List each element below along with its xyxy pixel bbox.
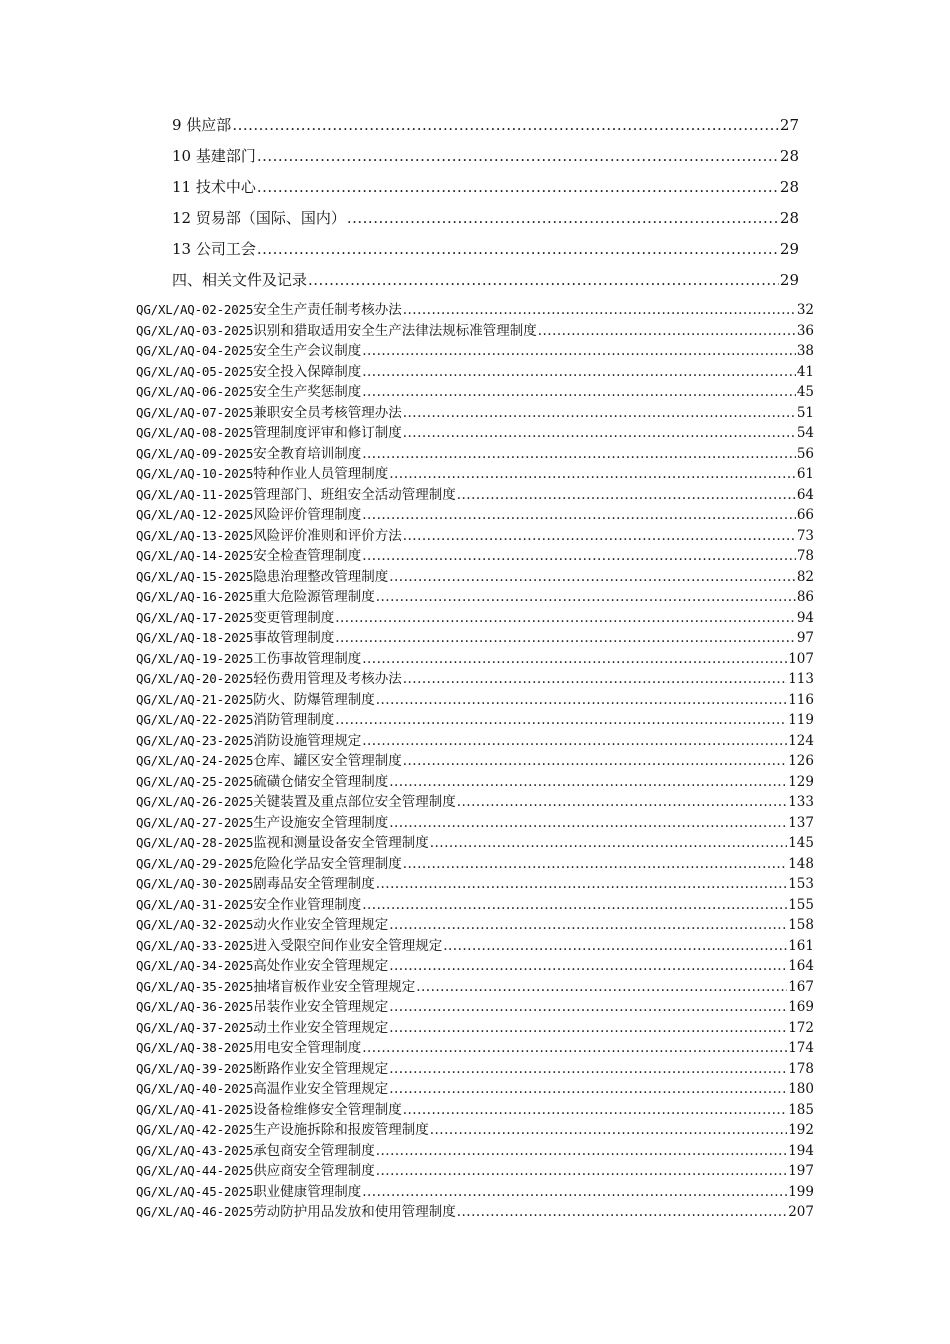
toc-entry[interactable] — [136, 464, 814, 485]
toc-dot-leader — [389, 813, 787, 834]
toc-entry[interactable] — [136, 608, 814, 629]
toc-entry[interactable] — [136, 300, 814, 321]
toc-entry-title: 生产设施安全管理制度 — [253, 814, 389, 831]
toc-dot-leader — [257, 141, 779, 172]
toc-entry[interactable] — [136, 1038, 814, 1059]
toc-entry[interactable] — [136, 362, 814, 383]
toc-entry-code: QG/XL/AQ-32-2025 — [136, 917, 254, 932]
toc-dot-leader — [362, 505, 796, 526]
toc-entry-page-number: 86 — [796, 589, 814, 605]
toc-entry-page-number: 29 — [779, 271, 799, 289]
toc-entry-page-number: 38 — [796, 343, 814, 359]
toc-entry-page-number: 66 — [796, 507, 814, 523]
toc-entry-code: QG/XL/AQ-45-2025 — [136, 1183, 254, 1199]
toc-entry-code: QG/XL/AQ-27-2025 — [136, 814, 254, 830]
toc-dot-leader — [376, 1161, 788, 1182]
toc-entry-page-number: 28 — [779, 178, 799, 196]
toc-entry-title: 安全投入保障制度 — [253, 363, 362, 380]
toc-entry-title: 职业健康管理制度 — [253, 1183, 362, 1200]
toc-entry-page-number: 178 — [788, 1060, 814, 1077]
toc-entry-code: QG/XL/AQ-44-2025 — [136, 1163, 254, 1178]
toc-entry[interactable] — [136, 1018, 814, 1039]
toc-entry-title: 仓库、罐区安全管理制度 — [253, 753, 402, 769]
toc-entry-title: 消防设施管理规定 — [253, 732, 362, 749]
toc-entry[interactable] — [172, 234, 799, 265]
toc-entry-code: QG/XL/AQ-12-2025 — [136, 507, 254, 522]
toc-entry-code: QG/XL/AQ-22-2025 — [136, 712, 254, 727]
toc-dot-leader — [430, 1120, 788, 1141]
toc-entry-code: QG/XL/AQ-05-2025 — [136, 363, 254, 379]
toc-dot-leader — [457, 1202, 788, 1223]
toc-entry[interactable] — [136, 956, 814, 977]
toc-entry-code: QG/XL/AQ-41-2025 — [136, 1101, 254, 1117]
toc-dot-leader — [403, 669, 788, 690]
toc-entry[interactable] — [136, 710, 814, 731]
toc-entry-page-number: 153 — [788, 876, 814, 892]
toc-dot-leader — [416, 977, 787, 998]
toc-entry-page-number: 126 — [788, 753, 814, 769]
toc-entry-title: 9 供应部 — [172, 116, 232, 134]
toc-entry-title: 吊装作业安全管理规定 — [253, 999, 389, 1015]
toc-entry[interactable] — [136, 1079, 814, 1100]
toc-entry-title: 供应商安全管理制度 — [253, 1163, 375, 1179]
toc-dot-leader — [403, 1100, 788, 1121]
toc-entry[interactable] — [136, 1100, 814, 1121]
toc-entry-title: 承包商安全管理制度 — [253, 1142, 375, 1159]
toc-entry-title: 管理部门、班组安全活动管理制度 — [253, 486, 456, 503]
toc-dot-leader — [389, 464, 796, 485]
toc-entry-title: 特种作业人员管理制度 — [253, 466, 389, 482]
toc-entry-page-number: 97 — [796, 630, 814, 646]
toc-entry-title: 重大危险源管理制度 — [253, 589, 375, 605]
toc-entry-title: 剧毒品安全管理制度 — [253, 876, 375, 892]
toc-entry-title: 用电安全管理制度 — [253, 1040, 362, 1056]
toc-entry-title: 工伤事故管理制度 — [253, 650, 362, 667]
toc-dot-leader — [376, 690, 788, 711]
toc-entry[interactable] — [136, 731, 814, 752]
toc-entry-page-number: 27 — [779, 116, 799, 134]
toc-entry-code: QG/XL/AQ-08-2025 — [136, 425, 254, 440]
toc-entry-page-number: 194 — [788, 1142, 814, 1159]
toc-dot-leader — [362, 895, 787, 916]
toc-entry-page-number: 107 — [788, 650, 814, 667]
toc-dot-leader — [457, 485, 796, 506]
toc-entry[interactable] — [136, 403, 814, 424]
toc-entry-code: QG/XL/AQ-02-2025 — [136, 302, 254, 317]
toc-entry-title: 进入受限空间作业安全管理规定 — [253, 937, 443, 954]
toc-entry-code: QG/XL/AQ-40-2025 — [136, 1081, 254, 1096]
toc-entry-title: 安全生产会议制度 — [253, 343, 362, 359]
toc-entry-page-number: 32 — [796, 302, 814, 318]
toc-entry-page-number: 94 — [796, 609, 814, 626]
toc-entry[interactable] — [136, 341, 814, 362]
toc-entry[interactable] — [136, 649, 814, 670]
toc-entry-code: QG/XL/AQ-37-2025 — [136, 1019, 254, 1035]
toc-entry-page-number: 51 — [796, 404, 814, 421]
toc-entry-code: QG/XL/AQ-07-2025 — [136, 404, 254, 420]
toc-entry-title: 抽堵盲板作业安全管理规定 — [253, 978, 416, 995]
toc-dot-leader — [362, 731, 787, 752]
toc-entry-code: QG/XL/AQ-38-2025 — [136, 1040, 254, 1055]
toc-dot-leader — [257, 234, 779, 265]
toc-dot-leader — [362, 444, 796, 465]
toc-entry-code: QG/XL/AQ-19-2025 — [136, 650, 254, 666]
toc-entry-code: QG/XL/AQ-34-2025 — [136, 958, 254, 973]
toc-entry-page-number: 148 — [788, 855, 814, 872]
toc-dot-leader — [389, 956, 787, 977]
toc-entry[interactable] — [136, 1182, 814, 1203]
toc-entry-title: 风险评价管理制度 — [253, 507, 362, 523]
toc-entry-page-number: 36 — [796, 322, 814, 339]
toc-entry-page-number: 207 — [788, 1204, 814, 1220]
toc-entry-title: 安全生产责任制考核办法 — [253, 302, 402, 318]
toc-entry-code: QG/XL/AQ-31-2025 — [136, 896, 254, 912]
toc-entry-code: QG/XL/AQ-29-2025 — [136, 855, 254, 871]
toc-entry-code: QG/XL/AQ-43-2025 — [136, 1142, 254, 1158]
toc-entry[interactable] — [136, 977, 814, 998]
toc-entry-code: QG/XL/AQ-09-2025 — [136, 445, 254, 461]
toc-entry[interactable] — [136, 833, 814, 854]
toc-entry-title: 硫磺仓储安全管理制度 — [253, 773, 389, 790]
toc-entry[interactable] — [136, 915, 814, 936]
toc-entry-title: 断路作业安全管理规定 — [253, 1060, 389, 1077]
toc-dot-leader — [403, 526, 796, 547]
toc-dot-leader — [403, 423, 796, 444]
toc-dot-leader — [389, 1059, 787, 1080]
toc-entry-title: 消防管理制度 — [253, 712, 335, 728]
toc-entry-page-number: 133 — [788, 794, 814, 810]
toc-entry-code: QG/XL/AQ-46-2025 — [136, 1204, 254, 1219]
toc-entry-title: 识别和猎取适用安全生产法律法规标准管理制度 — [253, 322, 537, 339]
toc-entry[interactable] — [136, 1120, 814, 1141]
toc-entry-code: QG/XL/AQ-39-2025 — [136, 1060, 254, 1076]
toc-entry[interactable] — [136, 1202, 814, 1223]
toc-dot-leader — [335, 710, 787, 731]
toc-dot-leader — [257, 172, 779, 203]
toc-entry-title: 轻伤费用管理及考核办法 — [253, 671, 402, 687]
toc-entry[interactable] — [136, 321, 814, 342]
toc-entry-title: 变更管理制度 — [253, 609, 335, 626]
toc-entry-page-number: 158 — [788, 917, 814, 933]
toc-entry-code: QG/XL/AQ-15-2025 — [136, 568, 254, 584]
toc-dot-leader — [538, 321, 796, 342]
toc-entry-title: 防火、防爆管理制度 — [253, 691, 375, 708]
toc-entry-page-number: 169 — [788, 999, 814, 1015]
toc-entry-page-number: 28 — [779, 209, 799, 227]
toc-entry-title: 兼职安全员考核管理办法 — [253, 404, 402, 421]
toc-entry-page-number: 28 — [779, 147, 799, 165]
toc-dot-leader — [362, 546, 796, 567]
toc-entry-code: QG/XL/AQ-10-2025 — [136, 466, 254, 481]
toc-entry-code: QG/XL/AQ-18-2025 — [136, 630, 254, 645]
toc-entry-title: 安全教育培训制度 — [253, 445, 362, 462]
toc-entry-title: 生产设施拆除和报废管理制度 — [253, 1122, 429, 1138]
toc-dot-leader — [362, 649, 787, 670]
toc-entry[interactable] — [136, 997, 814, 1018]
toc-entry-code: QG/XL/AQ-24-2025 — [136, 753, 254, 768]
toc-entry-title: 管理制度评审和修订制度 — [253, 425, 402, 441]
toc-entry-page-number: 124 — [788, 732, 814, 749]
toc-entry-page-number: 113 — [788, 671, 814, 687]
toc-entry[interactable] — [136, 485, 814, 506]
toc-entry-title: 动土作业安全管理规定 — [253, 1019, 389, 1036]
toc-dot-leader — [389, 772, 787, 793]
toc-entry[interactable] — [136, 628, 814, 649]
toc-entry-page-number: 174 — [788, 1040, 814, 1056]
toc-entry[interactable] — [136, 526, 814, 547]
toc-dot-leader — [389, 1079, 787, 1100]
toc-entry-code: QG/XL/AQ-26-2025 — [136, 794, 254, 809]
toc-entry-title: 安全检查管理制度 — [253, 548, 362, 564]
toc-dot-leader — [430, 833, 788, 854]
toc-entry[interactable] — [136, 587, 814, 608]
toc-dot-leader — [403, 403, 796, 424]
toc-entry-page-number: 137 — [788, 814, 814, 831]
toc-entry[interactable] — [136, 751, 814, 772]
toc-entry-page-number: 29 — [779, 240, 799, 258]
toc-entry[interactable] — [136, 792, 814, 813]
toc-entry-code: QG/XL/AQ-06-2025 — [136, 384, 254, 399]
toc-entry-code: QG/XL/AQ-16-2025 — [136, 589, 254, 604]
toc-entry[interactable] — [136, 669, 814, 690]
toc-entry[interactable] — [136, 690, 814, 711]
toc-entry[interactable] — [136, 772, 814, 793]
toc-dot-leader — [376, 1141, 788, 1162]
toc-entry-title: 安全生产奖惩制度 — [253, 384, 362, 400]
toc-entry[interactable] — [136, 874, 814, 895]
toc-entry-title: 风险评价准则和评价方法 — [253, 527, 402, 544]
toc-entry-page-number: 145 — [788, 835, 814, 851]
toc-entry-code: QG/XL/AQ-30-2025 — [136, 876, 254, 891]
toc-dot-leader — [403, 300, 796, 321]
toc-dot-leader — [403, 751, 788, 772]
toc-entry-page-number: 197 — [788, 1163, 814, 1179]
toc-entry-title: 危险化学品安全管理制度 — [253, 855, 402, 872]
toc-sections — [172, 110, 799, 296]
toc-dot-leader — [335, 628, 796, 649]
toc-dot-leader — [362, 1038, 787, 1059]
toc-entry-page-number: 116 — [788, 691, 814, 708]
toc-entry-page-number: 119 — [788, 712, 814, 728]
toc-entry-title: 安全作业管理制度 — [253, 896, 362, 913]
toc-entry-title: 12 贸易部（国际、国内） — [172, 209, 346, 227]
toc-entry[interactable] — [136, 854, 814, 875]
toc-entry[interactable] — [172, 172, 799, 203]
toc-entry[interactable] — [136, 423, 814, 444]
toc-entry-code: QG/XL/AQ-36-2025 — [136, 999, 254, 1014]
toc-documents — [136, 300, 814, 1223]
toc-entry[interactable] — [136, 813, 814, 834]
toc-dot-leader — [376, 587, 796, 608]
toc-entry-page-number: 64 — [796, 486, 814, 503]
toc-dot-leader — [362, 382, 796, 403]
toc-dot-leader — [457, 792, 788, 813]
toc-entry-page-number: 164 — [788, 958, 814, 974]
toc-entry[interactable] — [172, 265, 799, 296]
toc-entry-code: QG/XL/AQ-04-2025 — [136, 343, 254, 358]
toc-entry[interactable] — [136, 444, 814, 465]
toc-dot-leader — [389, 997, 787, 1018]
toc-entry-page-number: 129 — [788, 773, 814, 790]
toc-entry-code: QG/XL/AQ-14-2025 — [136, 548, 254, 563]
toc-entry[interactable] — [136, 1059, 814, 1080]
toc-dot-leader — [389, 567, 796, 588]
toc-entry[interactable] — [172, 110, 799, 141]
toc-entry-title: 监视和测量设备安全管理制度 — [253, 835, 429, 851]
toc-dot-leader — [362, 362, 796, 383]
toc-entry[interactable] — [172, 203, 799, 234]
toc-entry-code: QG/XL/AQ-21-2025 — [136, 691, 254, 707]
toc-entry-page-number: 41 — [796, 363, 814, 380]
toc-entry-title: 劳动防护用品发放和使用管理制度 — [253, 1204, 456, 1220]
toc-entry-page-number: 78 — [796, 548, 814, 564]
toc-entry-code: QG/XL/AQ-28-2025 — [136, 835, 254, 850]
toc-entry-code: QG/XL/AQ-11-2025 — [136, 486, 254, 502]
toc-entry-code: QG/XL/AQ-13-2025 — [136, 527, 254, 543]
toc-entry-page-number: 199 — [788, 1183, 814, 1200]
toc-entry-title: 高温作业安全管理规定 — [253, 1081, 389, 1097]
toc-dot-leader — [362, 341, 796, 362]
toc-entry-title: 10 基建部门 — [172, 147, 256, 165]
toc-dot-leader — [335, 608, 796, 629]
toc-dot-leader — [362, 1182, 787, 1203]
toc-entry-code: QG/XL/AQ-33-2025 — [136, 937, 254, 953]
toc-entry-page-number: 61 — [796, 466, 814, 482]
toc-entry-title: 事故管理制度 — [253, 630, 335, 646]
toc-entry-page-number: 56 — [796, 445, 814, 462]
toc-entry[interactable] — [136, 505, 814, 526]
toc-entry-code: QG/XL/AQ-20-2025 — [136, 671, 254, 686]
toc-dot-leader — [347, 203, 779, 234]
toc-dot-leader — [308, 265, 779, 296]
toc-entry-title: 13 公司工会 — [172, 240, 256, 258]
toc-entry[interactable] — [136, 895, 814, 916]
toc-entry[interactable] — [136, 1141, 814, 1162]
toc-entry-page-number: 155 — [788, 896, 814, 913]
toc-entry[interactable] — [136, 1161, 814, 1182]
toc-entry-page-number: 73 — [796, 527, 814, 544]
toc-entry-code: QG/XL/AQ-42-2025 — [136, 1122, 254, 1137]
toc-entry-code: QG/XL/AQ-23-2025 — [136, 732, 254, 748]
toc-entry-page-number: 172 — [788, 1019, 814, 1036]
toc-entry-title: 设备检维修安全管理制度 — [253, 1101, 402, 1118]
toc-entry-title: 动火作业安全管理规定 — [253, 917, 389, 933]
toc-dot-leader — [443, 936, 787, 957]
toc-entry[interactable] — [136, 936, 814, 957]
toc-dot-leader — [403, 854, 788, 875]
toc-entry-code: QG/XL/AQ-03-2025 — [136, 322, 254, 338]
toc-entry-page-number: 54 — [796, 425, 814, 441]
toc-entry-code: QG/XL/AQ-35-2025 — [136, 978, 254, 994]
toc-dot-leader — [389, 1018, 787, 1039]
toc-dot-leader — [232, 110, 779, 141]
toc-entry[interactable] — [136, 567, 814, 588]
toc-entry-title: 高处作业安全管理规定 — [253, 958, 389, 974]
toc-entry-title: 隐患治理整改管理制度 — [253, 568, 389, 585]
toc-entry[interactable] — [136, 382, 814, 403]
toc-entry[interactable] — [136, 546, 814, 567]
toc-entry-title: 关键装置及重点部位安全管理制度 — [253, 794, 456, 810]
toc-entry-title: 四、相关文件及记录 — [172, 271, 308, 289]
toc-entry-code: QG/XL/AQ-17-2025 — [136, 609, 254, 625]
toc-entry-page-number: 167 — [788, 978, 814, 995]
toc-entry-page-number: 45 — [796, 384, 814, 400]
toc-entry-page-number: 180 — [788, 1081, 814, 1097]
toc-dot-leader — [389, 915, 787, 936]
toc-entry[interactable] — [172, 141, 799, 172]
toc-entry-code: QG/XL/AQ-25-2025 — [136, 773, 254, 789]
toc-entry-title: 11 技术中心 — [172, 178, 256, 196]
toc-entry-page-number: 185 — [788, 1101, 814, 1118]
toc-entry-page-number: 82 — [796, 568, 814, 585]
toc-dot-leader — [376, 874, 788, 895]
toc-entry-page-number: 161 — [788, 937, 814, 954]
toc-entry-page-number: 192 — [788, 1122, 814, 1138]
